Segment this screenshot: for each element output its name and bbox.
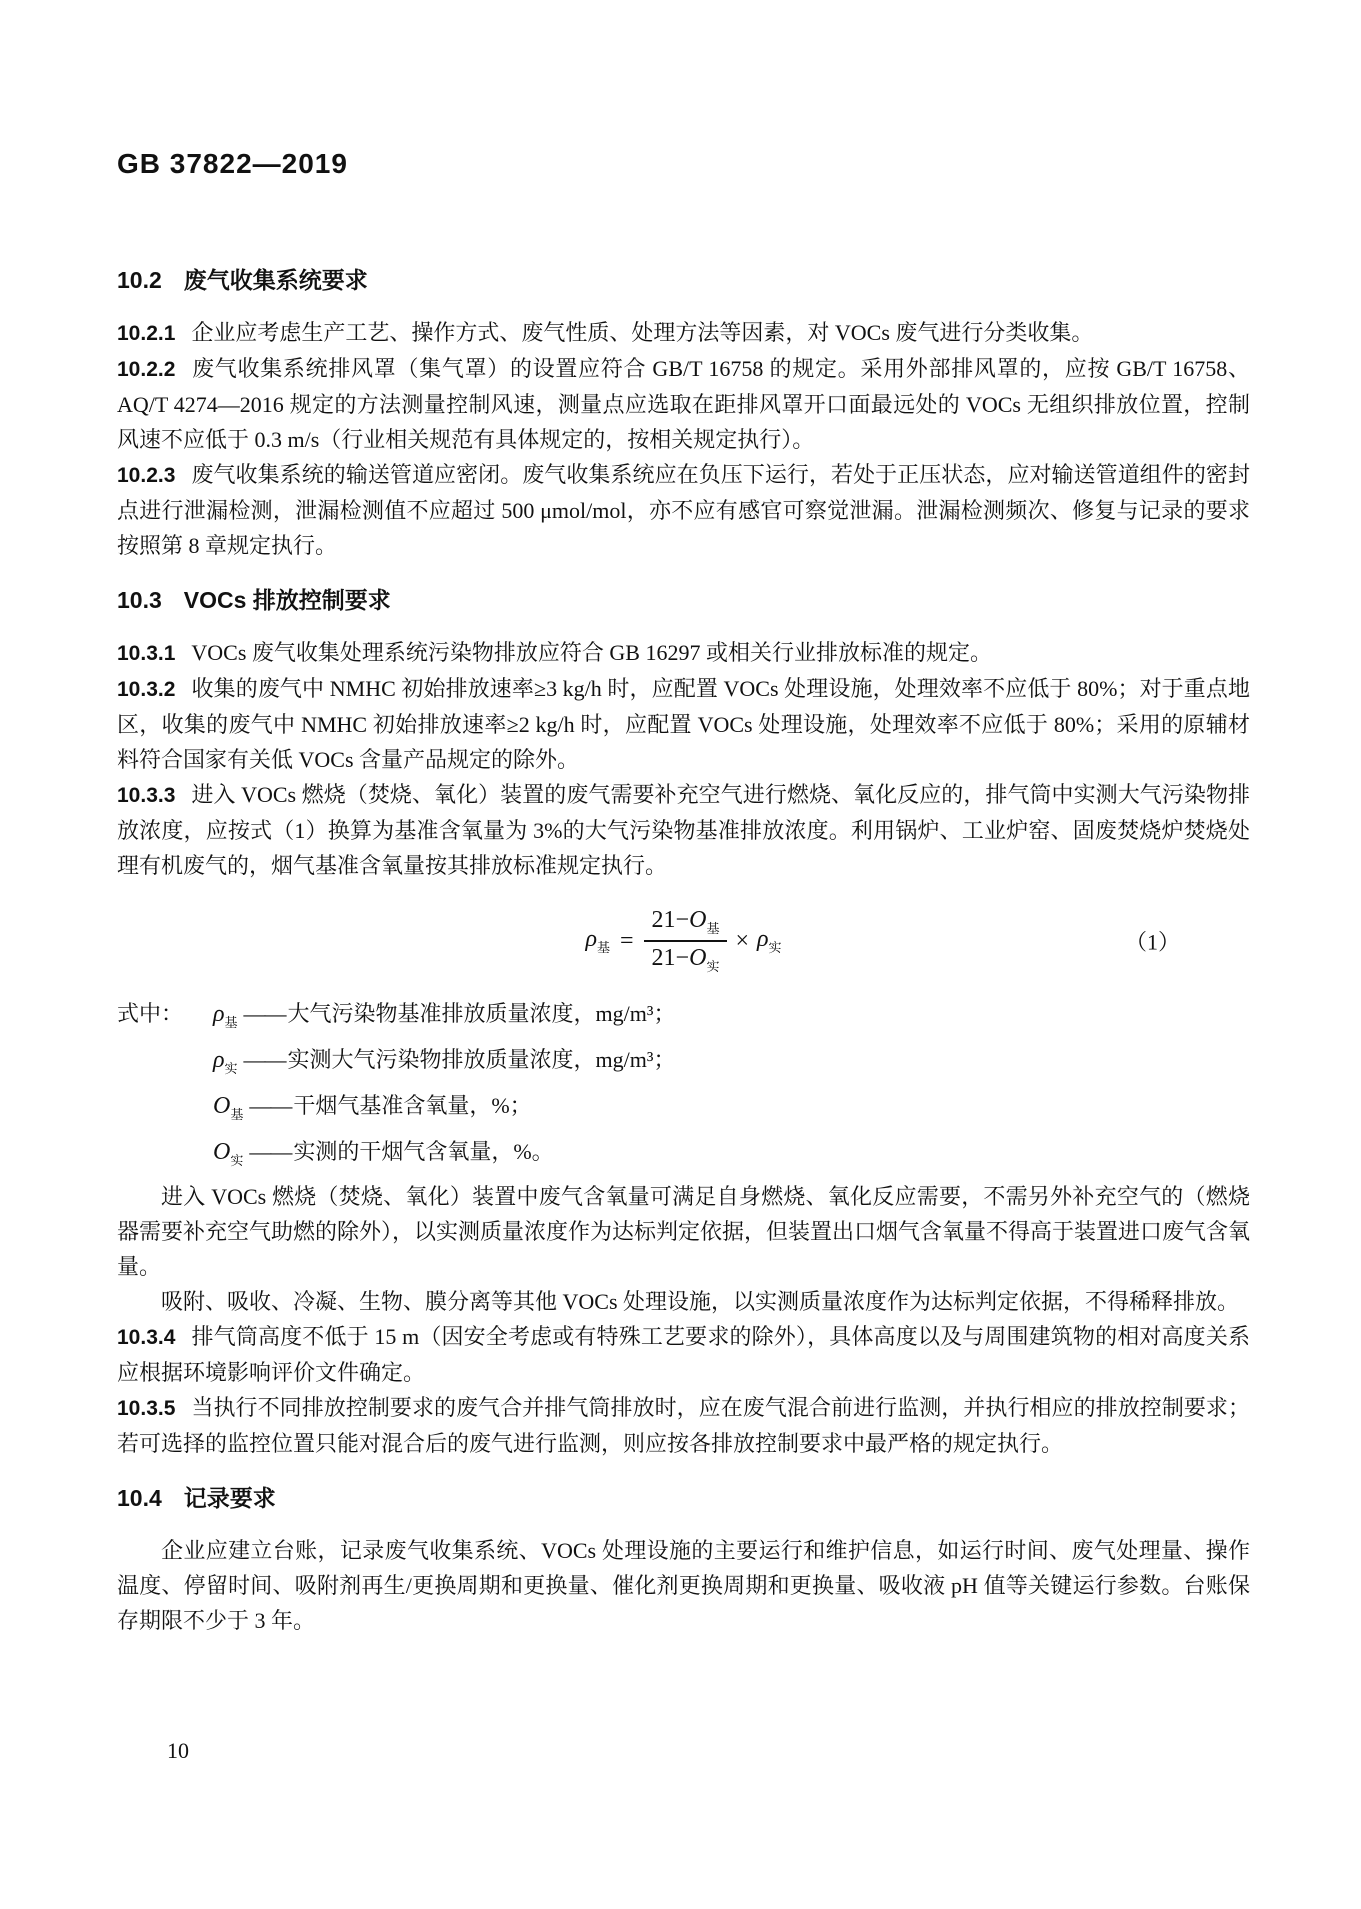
symbol-glyph: ρ [213, 1047, 225, 1073]
formula-legend [117, 995, 1250, 1179]
clause-text: 企业应考虑生产工艺、操作方式、废气性质、处理方法等因素，对 VOCs 废气进行分类收集。 [191, 320, 1094, 345]
paragraph-10-2-3 [117, 457, 1250, 563]
legend-symbol [213, 1134, 243, 1179]
legend-dash: —— [243, 1001, 286, 1026]
section-title: VOCs 排放控制要求 [183, 587, 391, 613]
section-title: 记录要求 [183, 1485, 276, 1511]
clause-number: 10.3.5 [117, 1397, 176, 1420]
legend-description: 实测大气污染物排放质量浓度，mg/m³； [287, 1047, 676, 1072]
section-heading-10-3 [117, 585, 1250, 615]
paragraph-10-3-4 [117, 1319, 1250, 1390]
page-number: 10 [167, 1738, 189, 1763]
clause-number: 10.2.2 [117, 358, 176, 381]
equals-sign: = [620, 927, 634, 954]
paragraph-10-3-5 [117, 1390, 1250, 1461]
symbol-subscript: 基 [224, 1015, 238, 1030]
legend-row [117, 1087, 1250, 1133]
standard-number-header: GB 37822—2019 [117, 148, 348, 179]
clause-number: 10.3.1 [117, 642, 176, 665]
symbol-glyph: O [213, 1093, 231, 1119]
clause-number: 10.2.3 [117, 464, 176, 487]
legend-symbol [213, 1042, 238, 1087]
paragraph-10-3-3 [117, 777, 1250, 883]
numerator-constant: 21− [651, 907, 690, 933]
section-heading-10-2 [117, 265, 1250, 295]
symbol-glyph: O [213, 1139, 231, 1165]
clause-text: VOCs 废气收集处理系统污染物排放应符合 GB 16297 或相关行业排放标准的规定。 [191, 640, 992, 665]
section-number: 10.4 [117, 1485, 162, 1511]
fraction [644, 907, 728, 975]
legend-dash: —— [249, 1139, 292, 1164]
clause-text: 收集的废气中 NMHC 初始排放速率≥3 kg/h 时，应配置 VOCs 处理设施，处理效率不应低于 80%；对于重点地区，收集的废气中 NMHC 初始排放速率≥2 kg/h 时，应配置 VOCs 处理设施，处理效率不应低于 80%；采用的原辅材料符合国家有关低 VOCs 含量产品规定的除外。 [117, 676, 1250, 772]
legend-prefix: 式中： [117, 1001, 184, 1026]
legend-row [117, 995, 1250, 1041]
clause-text: 废气收集系统的输送管道应密闭。废气收集系统应在负压下运行，若处于正压状态，应对输送管道组件的密封点进行泄漏检测，泄漏检测值不应超过 500 μmol/mol，亦不应有感官可察觉泄漏。泄漏检测频次、修复与记录的要求按照第 8 章规定执行。 [117, 462, 1250, 558]
equation-lhs [585, 926, 610, 956]
oxygen-symbol: O [689, 945, 707, 971]
clause-text: 进入 VOCs 燃烧（焚烧、氧化）装置的废气需要补充空气进行燃烧、氧化反应的，排气筒中实测大气污染物排放浓度，应按式（1）换算为基准含氧量为 3%的大气污染物基准排放浓度。利用锅炉、工业炉窑、固废焚烧炉焚烧处理有机废气的，烟气基准含氧量按其排放标准规定执行。 [117, 782, 1250, 878]
paragraph-10-2-2 [117, 351, 1250, 457]
legend-description: 实测的干烟气含氧量，%。 [293, 1139, 554, 1164]
legend-dash: —— [249, 1093, 292, 1118]
oxygen-subscript: 基 [706, 921, 720, 936]
rho-symbol: ρ [757, 926, 769, 952]
section-number: 10.3 [117, 587, 162, 613]
legend-symbol [213, 1088, 243, 1133]
section-title: 废气收集系统要求 [183, 267, 368, 293]
rho-symbol: ρ [585, 926, 597, 952]
legend-description: 大气污染物基准排放质量浓度，mg/m³； [287, 1001, 676, 1026]
equation-1-body [585, 907, 781, 975]
legend-description: 干烟气基准含氧量，%； [293, 1093, 532, 1118]
paragraph-other-treatment: 吸附、吸收、冷凝、生物、膜分离等其他 VOCs 处理设施，以实测质量浓度作为达标判定依据，不得稀释排放。 [161, 1289, 1240, 1314]
rho-subscript: 基 [596, 940, 610, 955]
clause-text: 废气收集系统排风罩（集气罩）的设置应符合 GB/T 16758 的规定。采用外部排风罩的，应按 GB/T 16758、AQ/T 4274—2016 规定的方法测量控制风速，测量点应选取在距排风罩开口面最远处的 VOCs 无组织排放位置，控制风速不应低于 0.3 m/s（行业相关规范有具体规定的，按相关规定执行）。 [117, 356, 1250, 452]
legend-dash: —— [243, 1047, 286, 1072]
symbol-subscript: 实 [224, 1061, 238, 1076]
paragraph-10-2-1 [117, 315, 1250, 351]
clause-number: 10.2.1 [117, 322, 176, 345]
clause-number: 10.3.3 [117, 784, 176, 807]
legend-row [117, 1133, 1250, 1179]
equation-number-label: （1） [1124, 929, 1180, 955]
paragraph-combustion-oxygen: 进入 VOCs 燃烧（焚烧、氧化）装置中废气含氧量可满足自身燃烧、氧化反应需要，不需另外补充空气的（燃烧器需要补充空气助燃的除外），以实测质量浓度作为达标判定依据，但装置出口烟气含氧量不得高于装置进口废气含氧量。 [117, 1184, 1251, 1279]
clause-text: 排气筒高度不低于 15 m（因安全考虑或有特殊工艺要求的除外），具体高度以及与周围建筑物的相对高度关系应根据环境影响评价文件确定。 [117, 1324, 1250, 1385]
clause-text: 当执行不同排放控制要求的废气合并排气筒排放时，应在废气混合前进行监测，并执行相应的排放控制要求；若可选择的监控位置只能对混合后的废气进行监测，则应按各排放控制要求中最严格的规定执行。 [117, 1395, 1250, 1456]
clause-number: 10.3.2 [117, 678, 176, 701]
denominator-constant: 21− [651, 945, 690, 971]
section-heading-10-4 [117, 1483, 1250, 1513]
symbol-glyph: ρ [213, 1001, 225, 1027]
symbol-subscript: 实 [230, 1153, 244, 1168]
multiplication-sign: × [735, 927, 749, 954]
oxygen-symbol: O [689, 907, 707, 933]
rho-subscript: 实 [768, 940, 782, 955]
paragraph-10-3-2 [117, 671, 1250, 777]
equation-1 [117, 891, 1250, 991]
legend-row [117, 1041, 1250, 1087]
clause-number: 10.3.4 [117, 1326, 176, 1349]
fraction-numerator [644, 907, 728, 942]
paragraph-10-3-1 [117, 635, 1250, 671]
symbol-subscript: 基 [230, 1107, 244, 1122]
equation-rhs [757, 926, 782, 956]
oxygen-subscript: 实 [706, 959, 720, 974]
paragraph-record-keeping: 企业应建立台账，记录废气收集系统、VOCs 处理设施的主要运行和维护信息，如运行时间、废气处理量、操作温度、停留时间、吸附剂再生/更换周期和更换量、催化剂更换周期和更换量、吸收液 pH 值等关键运行参数。台账保存期限不少于 3 年。 [117, 1538, 1250, 1633]
section-number: 10.2 [117, 267, 162, 293]
legend-symbol [213, 996, 238, 1041]
fraction-denominator [644, 942, 728, 975]
